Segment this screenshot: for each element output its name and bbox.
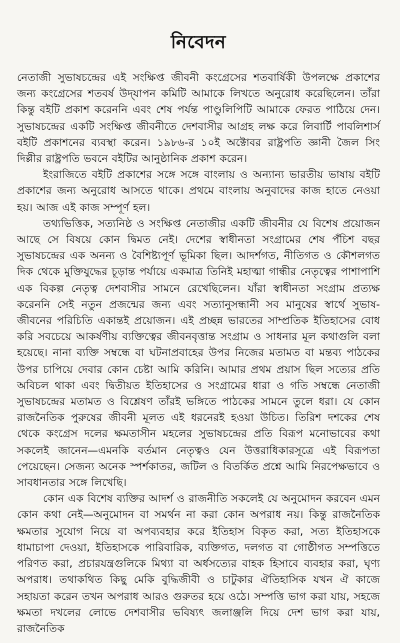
paragraph-4: কোন এক বিশেষ ব্যক্তির আদর্শ ও রাজনীতি সকলেই যে অনুমোদন করবেন এমন কোন কথা নেই—অনুমোদন বা সমর্থন না করা কোন অপরাধ নয়। কিন্তু রাজনৈতিক ক্ষমতার সুযোগ নিয়ে বা অপব্যবহার করে ইতিহাস বিকৃত করা, সত্য ইতিহাসকে ধামাচাপা দেওয়া, ইতিহাসকে পারিবারিক, ব্যক্তিগত, দলগত বা গোষ্ঠীগত সম্পত্তিতে পরিণত করা, প্রচারযন্ত্রগুলিকে মিথ্যা বা অর্ধসত্যের বাহক হিসাবে ব্যবহার করা, ঘৃণ্য অপরাধ। তথাকথিত কিছু মেকি বুদ্ধিজীবী ও চাটুকার ঐতিহাসিক যখন ঐ কাজে সহায়তা করেন তখন অপরাধ আরও গুরুতর হয়ে ওঠে। সম্পত্তি ভাগ করা যায়, সহজে ক্ষমতা দখলের লোভে দেশবাসীর ভবিষ্যৎ জলাঞ্জলি দিয়ে দেশ ভাগ করা যায়, রাজনৈতিক bbox=[17, 493, 380, 635]
page-title: নিবেদন bbox=[170, 32, 227, 53]
paragraph-3: তথ্যভিত্তিক, সত্যনিষ্ঠ ও সংক্ষিপ্ত নেতাজীর একটি জীবনীর যে বিশেষ প্রয়োজন আছে সে বিষয়ে কোন দ্বিমত নেই। দেশের স্বাধীনতা সংগ্রামের শেষ পঁচিশ বছর সুভাষচন্দ্রের এক অনন্য ও বৈশিষ্ট্যপূর্ণ ভূমিকা ছিল। আদর্শগত, নীতিগত ও কৌশলগত দিক থেকে মুক্তিযুদ্ধের চূড়ান্ত পর্যায়ে একমাত্র তিনিই মহাত্মা গান্ধীর নেতৃত্বের পাশাপাশি এক বিকল্প নেতৃত্ব দেশবাসীর সামনে রেখেছিলেন। যাঁরা স্বাধীনতা সংগ্রাম প্রত্যক্ষ করেননি সেই নতুন প্রজন্মের জন্য এবং সত্যানুসন্ধানী সব মানুষের স্বার্থে সুভাষ-জীবনের পরিচিতি একান্তই প্রয়োজন। এই প্রচ্ছন্ন ভারতের সাম্প্রতিক ইতিহাসের বোধ করি সবচেয়ে আকর্ষণীয় ব্যক্তিত্বের জীবনবৃত্তান্ত সংগ্রাম ও সাধনার মূল কথাগুলি বলা হয়েছে। নানা ব্যক্তি সম্বন্ধে বা ঘটনাপ্রবাহের উপর নিজের মতামত বা মন্তব্য পাঠকের উপর চাপিয়ে দেবার কোন চেষ্টা আমি করিনি। আমার প্রথম প্রয়াস ছিল সত্যের প্রতি অবিচল থাকা এবং দ্বিতীয়ত ইতিহাসের ও সংগ্রামের ধারা ও গতি সম্বন্ধে নেতাজী সুভাষচন্দ্রের মতামত ও বিশ্লেষণ তাঁরই ভঙ্গিতে পাঠকের সামনে তুলে ধরা। যে কোন রাজনৈতিক পুরুষের জীবনী মূলত এই ধরনেরই হওয়া উচিত। তিরিশ দশকের শেষ থেকে কংগ্রেস দলের ক্ষমতাসীন মহলের সুভাষচন্দ্রের প্রতি বিরূপ মনোভাবের কথা সকলেই জানেন—এমনকি বর্তমান নেতৃত্বও যেন উত্তরাধিকারসূত্রে এই বিরূপতা পেয়েছেন। সেজন্য অনেক স্পর্শকাতর, জটিল ও বিতর্কিত প্রশ্নে আমি নিরপেক্ষভাবে ও সাবধানতার সঙ্গে লিখেছি। bbox=[17, 217, 381, 490]
paragraph-1: নেতাজী সুভাষচন্দ্রের এই সংক্ষিপ্ত জীবনী কংগ্রেসের শতবার্ষিকী উপলক্ষে প্রকাশের জন্য কংগ্রেসের শতবর্ষ উদ্‌যাপন কমিটি আমাকে লিখতে অনুরোধ করেছিলেন। তাঁরা কিন্তু বইটি প্রকাশ করেননি এবং শেষ পর্যন্ত পাণ্ডুলিপিটি আমাকে ফেরত পাঠিয়ে দেন। সুভাষচন্দ্রের একটি সংক্ষিপ্ত জীবনীতে দেশবাসীর আগ্রহ লক্ষ করে লিবার্টি পাবলিশার্স বইটি প্রকাশনের ব্যবস্থা করেন। ১৯৮৬-র ১০ই অক্টোবর রাষ্ট্রপতি জ্ঞানী জৈল সিং দিল্লীর রাষ্ট্রপতি ভবনে বইটির আনুষ্ঠানিক প্রকাশ করেন। bbox=[17, 72, 380, 166]
paragraph-2: ইংরাজিতে বইটি প্রকাশের সঙ্গে সঙ্গে বাংলায় ও অন্যান্য ভারতীয় ভাষায় বইটি প্রকাশের জন্য অনুরোধ আসতে থাকে। প্রথমে বাংলায় অনুবাদের কাজ হাতে নেওয়া হয়। আজ এই কাজ সম্পূর্ণ হল। bbox=[17, 169, 380, 214]
